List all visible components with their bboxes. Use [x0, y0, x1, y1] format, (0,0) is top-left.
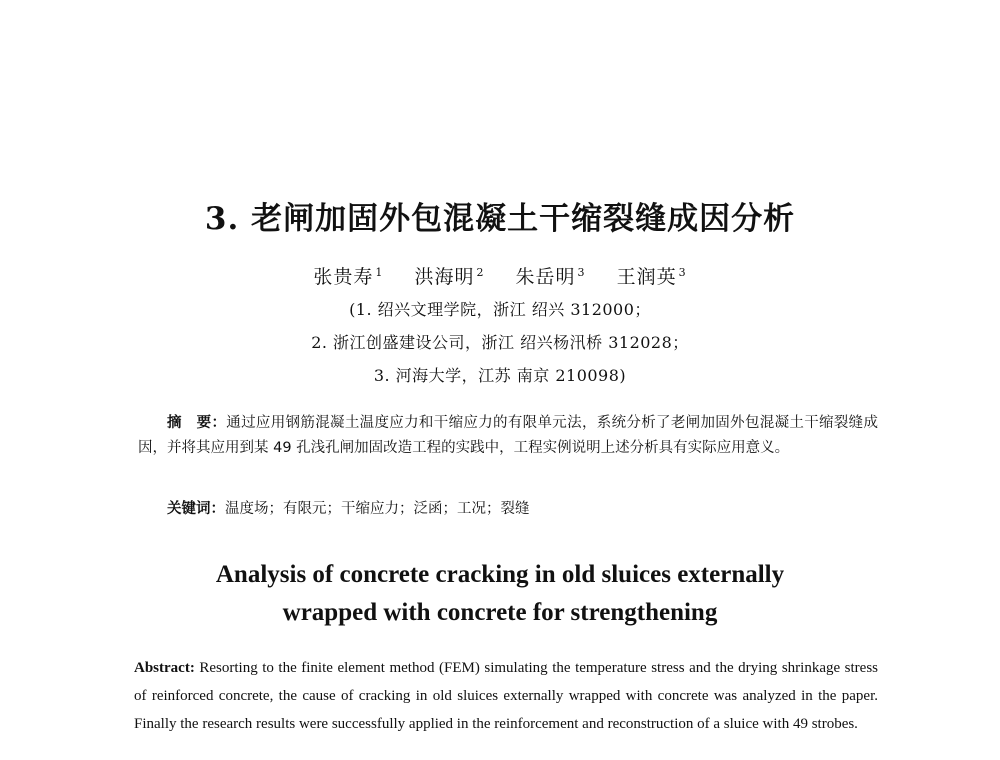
chinese-keywords	[167, 497, 530, 518]
chinese-abstract-label: 摘 要：	[167, 415, 227, 431]
affiliation-1: (1. 绍兴文理学院，浙江 绍兴 312000；	[349, 300, 651, 319]
chinese-abstract-text: 通过应用钢筋混凝土温度应力和干缩应力的有限单元法，系统分析了老闸加固外包混凝土干缩裂缝成因，并将其应用到某 49 孔浅孔闸加固改造工程的实践中，工程实例说明上述分析具有实际应用意义。	[138, 415, 879, 456]
chinese-title: 3. 老闸加固外包混凝土干缩裂缝成因分析	[204, 201, 796, 237]
author-affiliation-mark: 1	[375, 265, 384, 279]
author-list	[0, 262, 1000, 289]
author-affiliation-mark: 2	[476, 265, 485, 279]
chinese-keywords-label: 关键词：	[167, 501, 225, 517]
affiliation-3: 3. 河海大学，江苏 南京 210098)	[373, 366, 627, 385]
author-4	[617, 266, 687, 288]
author-1	[313, 266, 383, 288]
author-name: 朱岳明	[515, 266, 576, 288]
author-name: 张贵寿	[313, 266, 374, 288]
author-affiliation-mark: 3	[577, 265, 586, 279]
english-abstract-label: Abstract:	[134, 660, 195, 676]
english-title	[0, 556, 1000, 632]
chinese-abstract	[138, 411, 878, 461]
english-abstract	[134, 654, 878, 738]
english-title-line-1: Analysis of concrete cracking in old sluices externally	[215, 561, 785, 588]
author-3	[516, 266, 586, 288]
english-abstract-text: Resorting to the finite element method (FEM) simulating the temperature stress and the drying shrinkage stress of reinforced concrete, the cause of cracking in old sluices externally wrapped with concrete was analyzed in the paper. Finally the research results were successfully applied in the reinforcement and reconstruction of a sluice with 49 strobes.	[134, 660, 878, 732]
chinese-keywords-text: 温度场；有限元；干缩应力；泛函；工况；裂缝	[225, 501, 530, 517]
author-name: 洪海明	[414, 266, 475, 288]
author-affiliation-mark: 3	[678, 265, 687, 279]
author-name: 王润英	[616, 266, 677, 288]
english-title-line-2: wrapped with concrete for strengthening	[282, 599, 718, 626]
author-2	[414, 266, 484, 288]
affiliation-2: 2. 浙江创盛建设公司，浙江 绍兴杨汛桥 312028；	[311, 333, 689, 352]
